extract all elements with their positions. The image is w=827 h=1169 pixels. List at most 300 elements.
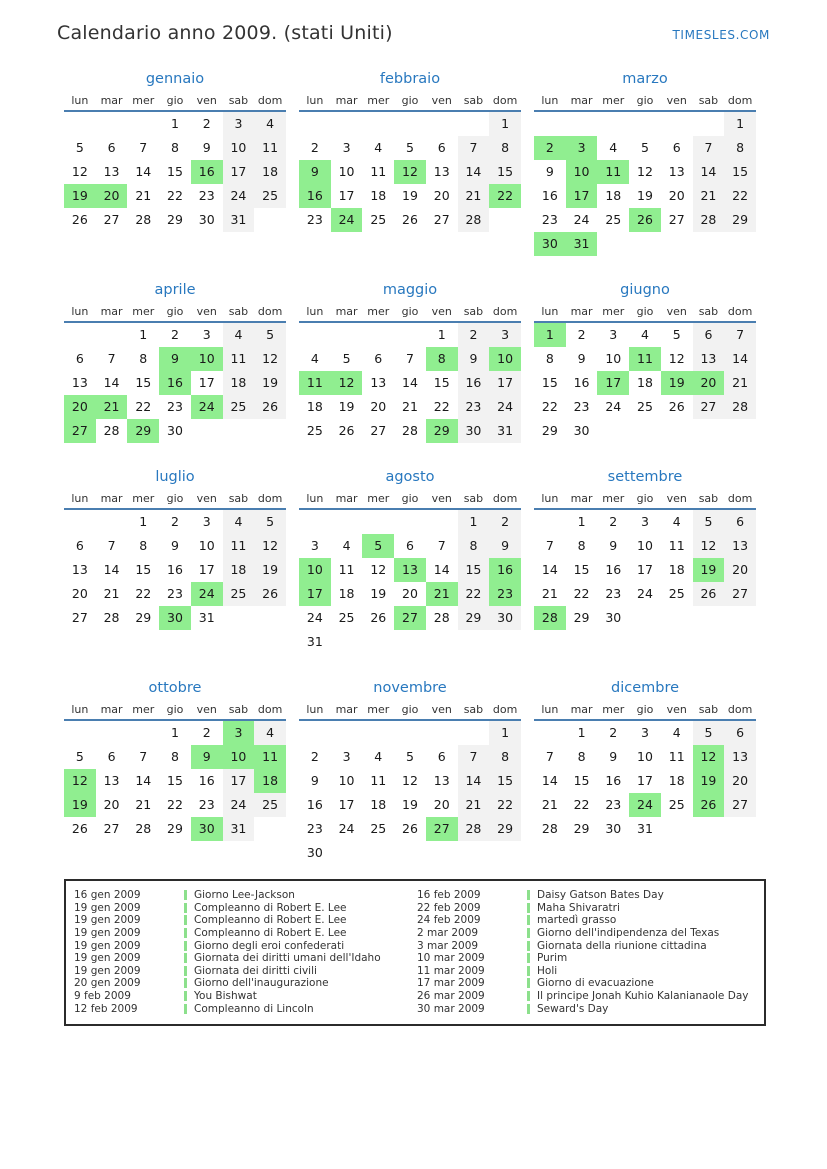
empty-cell bbox=[394, 112, 426, 136]
empty-cell bbox=[362, 721, 394, 745]
month-febbraio bbox=[299, 70, 521, 256]
day-cell: 30 bbox=[605, 821, 622, 836]
weekday-label-dom: dom bbox=[492, 305, 518, 318]
day-cell: 8 bbox=[171, 140, 179, 155]
day-cell: 21 bbox=[458, 793, 490, 817]
day-cell: 26 bbox=[668, 399, 685, 414]
day-cell: 17 bbox=[338, 188, 355, 203]
day-cell: 2 bbox=[202, 725, 211, 740]
day-cell: 2 bbox=[534, 136, 566, 160]
day-cell: 23 bbox=[458, 395, 490, 419]
day-cell: 26 bbox=[254, 582, 286, 606]
day-cell: 4 bbox=[223, 510, 255, 534]
day-cell: 21 bbox=[541, 586, 558, 601]
day-cell: 1 bbox=[577, 514, 586, 529]
day-cell: 23 bbox=[306, 821, 323, 836]
day-cell: 20 bbox=[724, 558, 756, 582]
day-cell: 7 bbox=[107, 538, 116, 553]
days-grid bbox=[534, 721, 756, 841]
weekday-label-gio: gio bbox=[636, 703, 654, 716]
weekday-header-row bbox=[299, 94, 521, 112]
weekday-label-dom: dom bbox=[257, 492, 283, 505]
weekday-label-mer: mer bbox=[132, 703, 155, 716]
weekday-label-ven: ven bbox=[666, 492, 687, 505]
day-cell: 22 bbox=[135, 399, 152, 414]
day-cell: 21 bbox=[103, 586, 120, 601]
weekday-label-lun: lun bbox=[71, 305, 89, 318]
day-cell: 15 bbox=[433, 375, 450, 390]
day-cell: 23 bbox=[167, 399, 183, 414]
day-cell: 26 bbox=[629, 208, 661, 232]
day-cell: 13 bbox=[433, 164, 450, 179]
day-cell: 29 bbox=[135, 610, 152, 625]
empty-cell bbox=[96, 323, 128, 347]
holiday-tick-icon bbox=[527, 928, 530, 938]
day-cell: 12 bbox=[668, 351, 685, 366]
empty-cell bbox=[127, 112, 159, 136]
day-cell: 3 bbox=[342, 140, 351, 155]
day-cell: 3 bbox=[223, 112, 255, 136]
weekday-label-sab: sab bbox=[228, 94, 249, 107]
holiday-tick-icon bbox=[184, 941, 187, 951]
day-cell: 19 bbox=[338, 399, 355, 414]
day-cell: 6 bbox=[693, 323, 725, 347]
day-cell: 25 bbox=[223, 395, 255, 419]
day-cell: 6 bbox=[724, 510, 756, 534]
day-cell: 23 bbox=[605, 797, 622, 812]
day-cell: 3 bbox=[310, 538, 319, 553]
weekday-label-mer: mer bbox=[602, 94, 625, 107]
day-cell: 22 bbox=[167, 797, 183, 812]
weekday-label-sab: sab bbox=[698, 94, 719, 107]
legend-date: 19 gen 2009 bbox=[74, 901, 141, 914]
empty-cell bbox=[331, 510, 363, 534]
holiday-tick-icon bbox=[184, 915, 187, 925]
day-cell: 27 bbox=[370, 423, 387, 438]
legend-holiday-name: Giorno di evacuazione bbox=[537, 977, 654, 990]
weekday-label-ven: ven bbox=[196, 492, 217, 505]
day-cell: 2 bbox=[202, 116, 211, 131]
day-cell: 13 bbox=[668, 164, 685, 179]
weekday-label-gio: gio bbox=[166, 703, 184, 716]
day-cell: 2 bbox=[458, 323, 490, 347]
day-cell: 19 bbox=[693, 558, 725, 582]
day-cell: 7 bbox=[406, 351, 414, 366]
day-cell: 7 bbox=[139, 749, 148, 764]
day-cell: 9 bbox=[159, 347, 191, 371]
day-cell: 13 bbox=[433, 773, 450, 788]
legend-date: 19 gen 2009 bbox=[74, 939, 141, 952]
legend-entry bbox=[417, 902, 756, 915]
day-cell: 27 bbox=[433, 212, 450, 227]
day-cell: 31 bbox=[566, 232, 598, 256]
day-cell: 14 bbox=[402, 375, 418, 390]
day-cell: 23 bbox=[489, 582, 521, 606]
weekday-label-dom: dom bbox=[727, 305, 753, 318]
weekday-label-ven: ven bbox=[431, 94, 452, 107]
legend-column-left bbox=[74, 889, 413, 1015]
day-cell: 19 bbox=[402, 797, 418, 812]
holiday-legend bbox=[64, 879, 766, 1026]
day-cell: 19 bbox=[661, 371, 693, 395]
weekday-label-gio: gio bbox=[166, 94, 184, 107]
day-cell: 16 bbox=[541, 188, 558, 203]
day-cell: 2 bbox=[489, 510, 521, 534]
weekday-label-gio: gio bbox=[401, 305, 419, 318]
day-cell: 12 bbox=[331, 371, 363, 395]
legend-entry bbox=[74, 952, 413, 965]
day-cell: 5 bbox=[693, 510, 725, 534]
month-agosto bbox=[299, 468, 521, 654]
weekday-header-row bbox=[534, 94, 756, 112]
empty-cell bbox=[426, 721, 458, 745]
days-grid bbox=[534, 323, 756, 443]
day-cell: 1 bbox=[534, 323, 566, 347]
legend-entry bbox=[74, 939, 413, 952]
weekday-label-gio: gio bbox=[166, 305, 184, 318]
day-cell: 3 bbox=[202, 327, 211, 342]
day-cell: 11 bbox=[668, 749, 685, 764]
day-cell: 20 bbox=[64, 395, 96, 419]
day-cell: 19 bbox=[370, 586, 387, 601]
day-cell: 31 bbox=[223, 208, 255, 232]
day-cell: 22 bbox=[724, 184, 756, 208]
days-grid bbox=[64, 510, 286, 630]
day-cell: 18 bbox=[637, 375, 653, 390]
day-cell: 20 bbox=[103, 797, 120, 812]
site-link[interactable]: TIMESLES.COM bbox=[672, 28, 770, 42]
day-cell: 7 bbox=[545, 538, 554, 553]
legend-entry bbox=[74, 902, 413, 915]
empty-cell bbox=[96, 721, 128, 745]
day-cell: 29 bbox=[724, 208, 756, 232]
day-cell: 18 bbox=[668, 773, 685, 788]
day-cell: 7 bbox=[139, 140, 148, 155]
weekday-label-lun: lun bbox=[541, 94, 559, 107]
holiday-tick-icon bbox=[527, 1004, 530, 1014]
weekday-label-dom: dom bbox=[727, 703, 753, 716]
day-cell: 20 bbox=[668, 188, 685, 203]
day-cell: 9 bbox=[577, 351, 586, 366]
day-cell: 5 bbox=[75, 749, 84, 764]
empty-cell bbox=[299, 510, 331, 534]
day-cell: 1 bbox=[458, 510, 490, 534]
day-cell: 6 bbox=[107, 749, 116, 764]
weekday-label-sab: sab bbox=[463, 94, 484, 107]
weekday-header-row bbox=[64, 703, 286, 721]
holiday-tick-icon bbox=[184, 890, 187, 900]
day-cell: 25 bbox=[338, 610, 355, 625]
month-title: dicembre bbox=[610, 680, 680, 696]
legend-date: 19 gen 2009 bbox=[74, 927, 141, 940]
empty-cell bbox=[693, 112, 725, 136]
empty-cell bbox=[566, 112, 598, 136]
day-cell: 20 bbox=[96, 184, 128, 208]
empty-cell bbox=[362, 323, 394, 347]
day-cell: 25 bbox=[306, 423, 323, 438]
weekday-label-mar: mar bbox=[570, 305, 593, 318]
day-cell: 1 bbox=[171, 725, 179, 740]
legend-entry bbox=[74, 1002, 413, 1015]
day-cell: 21 bbox=[96, 395, 128, 419]
weekday-header-row bbox=[534, 305, 756, 323]
legend-holiday-name: Giorno degli eroi confederati bbox=[194, 939, 345, 952]
day-cell: 13 bbox=[370, 375, 387, 390]
weekday-label-gio: gio bbox=[401, 94, 419, 107]
day-cell: 13 bbox=[724, 534, 756, 558]
day-cell: 26 bbox=[402, 821, 418, 836]
day-cell: 29 bbox=[489, 817, 521, 841]
legend-holiday-name: Il principe Jonah Kuhio Kalanianaole Day bbox=[537, 990, 749, 1003]
day-cell: 3 bbox=[342, 749, 351, 764]
day-cell: 1 bbox=[139, 514, 148, 529]
day-cell: 28 bbox=[135, 821, 152, 836]
day-cell: 17 bbox=[223, 160, 255, 184]
weekday-label-lun: lun bbox=[541, 492, 559, 505]
weekday-label-ven: ven bbox=[431, 703, 452, 716]
weekday-label-sab: sab bbox=[228, 703, 249, 716]
day-cell: 28 bbox=[693, 208, 725, 232]
legend-date: 24 feb 2009 bbox=[417, 914, 481, 927]
day-cell: 11 bbox=[254, 136, 286, 160]
legend-holiday-name: You Bishwat bbox=[194, 990, 257, 1003]
day-cell: 31 bbox=[306, 634, 323, 649]
weekday-label-mer: mer bbox=[602, 492, 625, 505]
day-cell: 28 bbox=[458, 208, 490, 232]
legend-entry bbox=[74, 977, 413, 990]
day-cell: 24 bbox=[331, 208, 363, 232]
day-cell: 9 bbox=[191, 745, 223, 769]
holiday-tick-icon bbox=[527, 978, 530, 988]
day-cell: 10 bbox=[566, 160, 598, 184]
day-cell: 8 bbox=[577, 538, 586, 553]
weekday-header-row bbox=[64, 305, 286, 323]
day-cell: 25 bbox=[370, 821, 387, 836]
legend-column-right bbox=[417, 889, 756, 1015]
day-cell: 3 bbox=[202, 514, 211, 529]
month-dicembre bbox=[534, 679, 756, 865]
day-cell: 24 bbox=[605, 399, 622, 414]
day-cell: 15 bbox=[573, 562, 590, 577]
month-maggio bbox=[299, 281, 521, 443]
day-cell: 14 bbox=[458, 160, 490, 184]
day-cell: 31 bbox=[198, 610, 215, 625]
day-cell: 31 bbox=[489, 419, 521, 443]
legend-date: 30 mar 2009 bbox=[417, 1002, 485, 1015]
day-cell: 16 bbox=[605, 562, 622, 577]
days-grid bbox=[64, 721, 286, 841]
day-cell: 11 bbox=[370, 164, 387, 179]
day-cell: 3 bbox=[566, 136, 598, 160]
legend-holiday-name: Maha Shivaratri bbox=[537, 901, 620, 914]
legend-holiday-name: Giorno dell'indipendenza del Texas bbox=[537, 927, 720, 940]
legend-holiday-name: Seward's Day bbox=[537, 1002, 609, 1015]
day-cell: 10 bbox=[191, 347, 223, 371]
day-cell: 16 bbox=[159, 371, 191, 395]
legend-entry bbox=[417, 889, 756, 902]
day-cell: 6 bbox=[374, 351, 383, 366]
day-cell: 24 bbox=[573, 212, 590, 227]
day-cell: 16 bbox=[605, 773, 622, 788]
day-cell: 18 bbox=[254, 769, 286, 793]
weekday-label-mar: mar bbox=[100, 94, 123, 107]
weekday-label-dom: dom bbox=[257, 94, 283, 107]
day-cell: 26 bbox=[402, 212, 418, 227]
empty-cell bbox=[426, 112, 458, 136]
day-cell: 18 bbox=[254, 160, 286, 184]
weekday-label-lun: lun bbox=[541, 703, 559, 716]
day-cell: 30 bbox=[458, 419, 490, 443]
legend-date: 9 feb 2009 bbox=[74, 990, 131, 1003]
holiday-tick-icon bbox=[527, 991, 530, 1001]
day-cell: 9 bbox=[171, 538, 179, 553]
legend-entry bbox=[417, 990, 756, 1003]
month-title: aprile bbox=[154, 282, 196, 298]
weekday-label-gio: gio bbox=[166, 492, 184, 505]
weekday-label-mar: mar bbox=[570, 94, 593, 107]
day-cell: 14 bbox=[103, 562, 120, 577]
day-cell: 16 bbox=[306, 797, 323, 812]
day-cell: 2 bbox=[171, 327, 179, 342]
holiday-tick-icon bbox=[527, 890, 530, 900]
empty-cell bbox=[661, 112, 693, 136]
weekday-label-lun: lun bbox=[306, 703, 324, 716]
days-grid bbox=[64, 323, 286, 443]
day-cell: 28 bbox=[534, 606, 566, 630]
day-cell: 19 bbox=[64, 184, 96, 208]
day-cell: 29 bbox=[127, 419, 159, 443]
day-cell: 11 bbox=[223, 534, 255, 558]
day-cell: 20 bbox=[402, 586, 418, 601]
legend-entry bbox=[417, 939, 756, 952]
day-cell: 29 bbox=[573, 610, 590, 625]
month-title: ottobre bbox=[148, 680, 202, 696]
empty-cell bbox=[64, 112, 96, 136]
weekday-label-dom: dom bbox=[727, 492, 753, 505]
day-cell: 6 bbox=[75, 538, 84, 553]
day-cell: 17 bbox=[489, 371, 521, 395]
month-title: gennaio bbox=[145, 71, 205, 87]
empty-cell bbox=[299, 721, 331, 745]
legend-entry bbox=[417, 927, 756, 940]
day-cell: 4 bbox=[374, 140, 383, 155]
day-cell: 11 bbox=[223, 347, 255, 371]
weekday-label-mar: mar bbox=[335, 305, 358, 318]
day-cell: 23 bbox=[541, 212, 558, 227]
day-cell: 8 bbox=[426, 347, 458, 371]
weekday-header-row bbox=[299, 305, 521, 323]
weekday-label-sab: sab bbox=[228, 492, 249, 505]
day-cell: 27 bbox=[426, 817, 458, 841]
day-cell: 12 bbox=[394, 160, 426, 184]
day-cell: 25 bbox=[668, 797, 685, 812]
day-cell: 4 bbox=[374, 749, 383, 764]
legend-date: 2 mar 2009 bbox=[417, 927, 479, 940]
day-cell: 2 bbox=[609, 725, 618, 740]
day-cell: 14 bbox=[135, 773, 152, 788]
day-cell: 5 bbox=[342, 351, 351, 366]
day-cell: 12 bbox=[370, 562, 387, 577]
day-cell: 24 bbox=[191, 395, 223, 419]
day-cell: 26 bbox=[370, 610, 387, 625]
empty-cell bbox=[362, 112, 394, 136]
day-cell: 1 bbox=[437, 327, 446, 342]
month-luglio bbox=[64, 468, 286, 654]
weekday-label-mar: mar bbox=[335, 703, 358, 716]
legend-date: 16 gen 2009 bbox=[74, 889, 141, 902]
empty-cell bbox=[394, 721, 426, 745]
day-cell: 28 bbox=[103, 423, 120, 438]
day-cell: 25 bbox=[605, 212, 622, 227]
day-cell: 9 bbox=[458, 347, 490, 371]
weekday-label-mer: mer bbox=[602, 305, 625, 318]
weekday-label-mar: mar bbox=[570, 703, 593, 716]
day-cell: 8 bbox=[489, 136, 521, 160]
day-cell: 25 bbox=[254, 184, 286, 208]
day-cell: 30 bbox=[306, 845, 323, 860]
weekday-label-lun: lun bbox=[306, 94, 324, 107]
day-cell: 5 bbox=[75, 140, 84, 155]
weekday-header-row bbox=[64, 492, 286, 510]
day-cell: 4 bbox=[310, 351, 319, 366]
day-cell: 24 bbox=[637, 586, 653, 601]
day-cell: 21 bbox=[426, 582, 458, 606]
day-cell: 9 bbox=[609, 538, 618, 553]
day-cell: 30 bbox=[573, 423, 590, 438]
month-title: marzo bbox=[622, 71, 668, 87]
day-cell: 19 bbox=[402, 188, 418, 203]
day-cell: 28 bbox=[724, 395, 756, 419]
day-cell: 28 bbox=[103, 610, 120, 625]
day-cell: 24 bbox=[306, 610, 323, 625]
weekday-label-lun: lun bbox=[306, 492, 324, 505]
month-settembre bbox=[534, 468, 756, 654]
empty-cell bbox=[64, 323, 96, 347]
day-cell: 6 bbox=[724, 721, 756, 745]
day-cell: 18 bbox=[668, 562, 685, 577]
legend-holiday-name: Purim bbox=[537, 952, 568, 965]
holiday-tick-icon bbox=[184, 953, 187, 963]
day-cell: 30 bbox=[489, 606, 521, 630]
month-title: settembre bbox=[607, 469, 683, 485]
month-novembre bbox=[299, 679, 521, 865]
day-cell: 12 bbox=[254, 347, 286, 371]
day-cell: 10 bbox=[637, 538, 653, 553]
day-cell: 9 bbox=[299, 160, 331, 184]
legend-date: 16 feb 2009 bbox=[417, 889, 481, 902]
day-cell: 23 bbox=[306, 212, 323, 227]
day-cell: 13 bbox=[693, 347, 725, 371]
day-cell: 8 bbox=[139, 351, 148, 366]
day-cell: 8 bbox=[577, 749, 586, 764]
day-cell: 10 bbox=[338, 773, 355, 788]
month-title: novembre bbox=[373, 680, 447, 696]
day-cell: 1 bbox=[489, 721, 521, 745]
day-cell: 15 bbox=[724, 160, 756, 184]
weekday-label-dom: dom bbox=[257, 703, 283, 716]
day-cell: 4 bbox=[609, 140, 618, 155]
legend-holiday-name: Compleanno di Lincoln bbox=[194, 1002, 314, 1015]
day-cell: 29 bbox=[573, 821, 590, 836]
day-cell: 19 bbox=[693, 769, 725, 793]
weekday-label-mer: mer bbox=[132, 305, 155, 318]
day-cell: 19 bbox=[64, 793, 96, 817]
day-cell: 2 bbox=[609, 514, 618, 529]
day-cell: 11 bbox=[629, 347, 661, 371]
empty-cell bbox=[96, 510, 128, 534]
day-cell: 12 bbox=[693, 534, 725, 558]
weekday-label-sab: sab bbox=[228, 305, 249, 318]
